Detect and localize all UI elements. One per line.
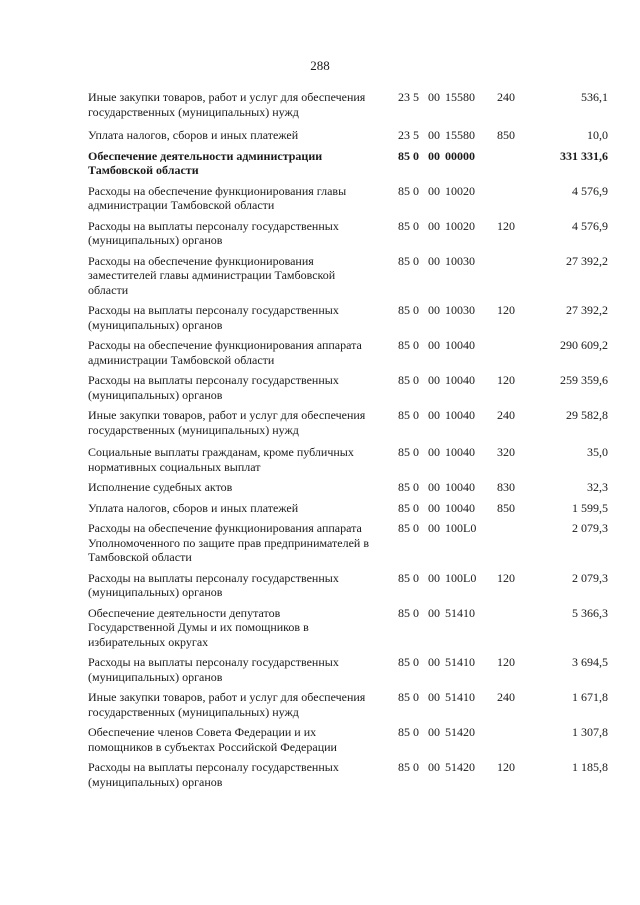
subprogram-code: 0 (413, 725, 419, 739)
main-activity-code: 00 (428, 303, 440, 317)
direction-code: 10040 (445, 445, 475, 459)
main-activity-code: 00 (428, 445, 440, 459)
direction-code: 10040 (445, 480, 475, 494)
program-code: 85 (398, 655, 410, 669)
program-code: 85 (398, 253, 410, 268)
expense-name: Расходы на выплаты персоналу государственных (муниципальных) органов (88, 570, 339, 599)
direction-code: 100L0 (445, 570, 477, 585)
program-code: 85 (398, 373, 410, 387)
program-code: 23 (398, 128, 410, 142)
table-row (88, 338, 608, 367)
expense-name: Обеспечение членов Совета Федерации и их помощников в субъектах Российской Федерации (88, 725, 337, 754)
direction-code: 100L0 (445, 521, 477, 535)
subprogram-code: 0 (413, 500, 419, 515)
subprogram-code: 0 (413, 690, 419, 704)
expense-type-code: 120 (497, 373, 515, 387)
amount: 10,0 (587, 128, 608, 142)
program-code: 85 (398, 521, 410, 535)
expense-name: Исполнение судебных актов (88, 480, 233, 494)
main-activity-code: 00 (428, 253, 440, 268)
amount: 27 392,2 (566, 253, 608, 268)
main-activity-code: 00 (428, 500, 440, 515)
direction-code: 00000 (445, 148, 475, 163)
amount: 290 609,2 (560, 338, 608, 352)
program-code: 85 (398, 605, 410, 620)
table-row (88, 149, 608, 178)
amount: 32,3 (587, 480, 608, 494)
table-row (88, 128, 608, 143)
direction-code: 10020 (445, 183, 475, 198)
table-row (88, 408, 608, 437)
direction-code: 10040 (445, 338, 475, 352)
table-row (88, 501, 608, 516)
expense-type-code: 120 (497, 655, 515, 669)
direction-code: 15580 (445, 128, 475, 142)
expense-name: Расходы на обеспечение функционирования главы администрации Тамбовской области (88, 183, 347, 212)
program-code: 85 (398, 570, 410, 585)
subprogram-code: 0 (413, 218, 419, 233)
subprogram-code: 0 (413, 373, 419, 387)
program-code: 85 (398, 338, 410, 352)
table-row (88, 690, 608, 719)
expense-name: Расходы на выплаты персоналу государственных (муниципальных) органов (88, 303, 339, 332)
program-code: 85 (398, 725, 410, 739)
subprogram-code: 0 (413, 605, 419, 620)
table-row (88, 445, 608, 474)
table-row (88, 254, 608, 298)
page-number: 288 (310, 58, 330, 73)
main-activity-code: 00 (428, 338, 440, 352)
subprogram-code: 0 (413, 655, 419, 669)
expense-name: Обеспечение деятельности депутатов Государственной Думы и их помощников в избирательных округах (88, 605, 309, 649)
amount: 1 599,5 (572, 500, 608, 515)
amount: 3 694,5 (572, 655, 608, 669)
amount: 35,0 (587, 445, 608, 459)
expense-name: Иные закупки товаров, работ и услуг для обеспечения государственных (муниципальных) нужд (88, 90, 366, 119)
main-activity-code: 00 (428, 570, 440, 585)
expense-type-code: 120 (497, 303, 515, 317)
main-activity-code: 00 (428, 521, 440, 535)
program-code: 85 (398, 445, 410, 459)
expense-type-code: 120 (497, 218, 515, 233)
expense-type-code: 120 (497, 570, 515, 585)
table-row (88, 303, 608, 332)
main-activity-code: 00 (428, 148, 440, 163)
amount: 1 307,8 (572, 725, 608, 739)
subprogram-code: 0 (413, 760, 419, 774)
program-code: 85 (398, 148, 410, 163)
amount: 259 359,6 (560, 373, 608, 387)
expense-name: Уплата налогов, сборов и иных платежей (88, 128, 299, 142)
main-activity-code: 00 (428, 480, 440, 494)
expense-type-code: 850 (497, 128, 515, 142)
main-activity-code: 00 (428, 90, 440, 104)
amount: 4 576,9 (572, 218, 608, 233)
table-row (88, 480, 608, 495)
direction-code: 10040 (445, 373, 475, 387)
expense-name: Уплата налогов, сборов и иных платежей (88, 500, 299, 515)
main-activity-code: 00 (428, 655, 440, 669)
program-code: 85 (398, 500, 410, 515)
amount: 331 331,6 (560, 148, 608, 163)
expense-name: Расходы на обеспечение функционирования аппарата Уполномоченного по защите прав предпринимателей в Тамбовской области (88, 521, 370, 564)
subprogram-code: 0 (413, 338, 419, 352)
table-row (88, 606, 608, 650)
amount: 29 582,8 (566, 408, 608, 422)
expense-type-code: 240 (497, 690, 515, 704)
amount: 27 392,2 (566, 303, 608, 317)
table-row (88, 571, 608, 600)
amount: 1 671,8 (572, 690, 608, 704)
main-activity-code: 00 (428, 183, 440, 198)
direction-code: 51410 (445, 690, 475, 704)
amount: 536,1 (581, 90, 608, 104)
program-code: 85 (398, 480, 410, 494)
table-row (88, 521, 608, 565)
table-row (88, 760, 608, 789)
direction-code: 51420 (445, 760, 475, 774)
table-row (88, 90, 608, 119)
direction-code: 15580 (445, 90, 475, 104)
main-activity-code: 00 (428, 725, 440, 739)
subprogram-code: 0 (413, 445, 419, 459)
expense-type-code: 240 (497, 408, 515, 422)
amount: 2 079,3 (572, 521, 608, 535)
expense-name: Расходы на обеспечение функционирования аппарата администрации Тамбовской области (88, 338, 362, 367)
table-row (88, 725, 608, 754)
program-code: 85 (398, 408, 410, 422)
expense-name: Социальные выплаты гражданам, кроме публичных нормативных социальных выплат (88, 445, 354, 474)
expense-name: Иные закупки товаров, работ и услуг для обеспечения государственных (муниципальных) нужд (88, 408, 366, 437)
expense-name: Расходы на выплаты персоналу государственных (муниципальных) органов (88, 655, 339, 684)
expense-name: Расходы на выплаты персоналу государственных (муниципальных) органов (88, 218, 339, 247)
program-code: 85 (398, 183, 410, 198)
program-code: 85 (398, 218, 410, 233)
expense-type-code: 240 (497, 90, 515, 104)
subprogram-code: 5 (413, 90, 419, 104)
table-row (88, 655, 608, 684)
program-code: 23 (398, 90, 410, 104)
subprogram-code: 0 (413, 183, 419, 198)
main-activity-code: 00 (428, 760, 440, 774)
amount: 5 366,3 (572, 605, 608, 620)
expense-name: Расходы на выплаты персоналу государственных (муниципальных) органов (88, 373, 339, 402)
direction-code: 51420 (445, 725, 475, 739)
expense-name: Обеспечение деятельности администрации Тамбовской области (88, 148, 323, 177)
main-activity-code: 00 (428, 690, 440, 704)
direction-code: 10030 (445, 303, 475, 317)
expense-name: Иные закупки товаров, работ и услуг для обеспечения государственных (муниципальных) нужд (88, 690, 366, 719)
main-activity-code: 00 (428, 128, 440, 142)
subprogram-code: 5 (413, 128, 419, 142)
expense-type-code: 120 (497, 760, 515, 774)
program-code: 85 (398, 303, 410, 317)
expense-name: Расходы на выплаты персоналу государственных (муниципальных) органов (88, 760, 339, 789)
amount: 2 079,3 (572, 570, 608, 585)
expense-name: Расходы на обеспечение функционирования заместителей главы администрации Тамбовской области (88, 253, 336, 297)
expense-type-code: 850 (497, 500, 515, 515)
main-activity-code: 00 (428, 373, 440, 387)
program-code: 85 (398, 690, 410, 704)
program-code: 85 (398, 760, 410, 774)
amount: 4 576,9 (572, 183, 608, 198)
direction-code: 10040 (445, 408, 475, 422)
subprogram-code: 0 (413, 303, 419, 317)
table-row (88, 184, 608, 213)
direction-code: 51410 (445, 655, 475, 669)
expense-type-code: 320 (497, 445, 515, 459)
subprogram-code: 0 (413, 570, 419, 585)
expense-type-code: 830 (497, 480, 515, 494)
main-activity-code: 00 (428, 605, 440, 620)
subprogram-code: 0 (413, 408, 419, 422)
direction-code: 10020 (445, 218, 475, 233)
direction-code: 10030 (445, 253, 475, 268)
table-row (88, 219, 608, 248)
main-activity-code: 00 (428, 408, 440, 422)
amount: 1 185,8 (572, 760, 608, 774)
budget-table (88, 90, 608, 795)
direction-code: 10040 (445, 500, 475, 515)
subprogram-code: 0 (413, 253, 419, 268)
subprogram-code: 0 (413, 480, 419, 494)
table-row (88, 373, 608, 402)
direction-code: 51410 (445, 605, 475, 620)
subprogram-code: 0 (413, 148, 419, 163)
subprogram-code: 0 (413, 521, 419, 535)
main-activity-code: 00 (428, 218, 440, 233)
